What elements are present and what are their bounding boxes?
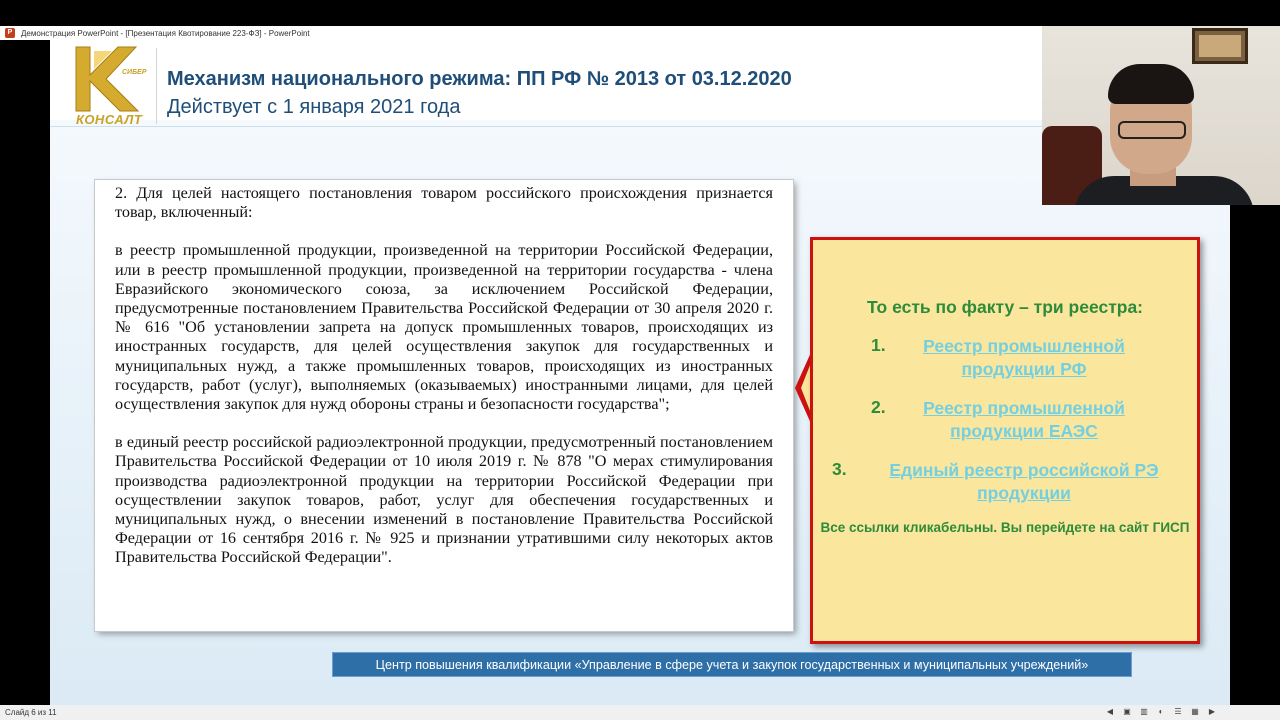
logo-subtext: СИБЕР — [122, 69, 147, 76]
next-icon[interactable]: ▶ — [1208, 707, 1216, 716]
registry-link-re[interactable]: Единый реестр российской РЭ продукции — [889, 460, 1159, 503]
consult-logo — [72, 45, 148, 127]
reading-view-icon[interactable]: ▥ — [1140, 707, 1148, 716]
logo-text: КОНСАЛТ — [76, 112, 143, 127]
slide-title: Механизм национального режима: ПП РФ № 2013 от 03.12.2020 — [167, 68, 792, 90]
registry-item — [871, 397, 1144, 443]
registry-link-eaeu[interactable]: Реестр промышленной продукции ЕАЭС — [923, 398, 1125, 441]
registry-number: 1. — [871, 335, 886, 355]
doc-paragraph: в единый реестр российской радиоэлектронной продукции, предусмотренный постановлением Правительства Российской Федерации от 10 июля 2019 г. № 878 "О мерах стимулирования производства радиоэлектронной продукции на территории Российской Федерации при осуществлении закупок товаров, работ, услуг для обеспечения государственных и муниципальных нужд, о внесении изменений в постановление Правительства Российской Федерации от 16 сентября 2016 г. № 925 и признании утратившими силу некоторых актов Правительства Российской Федерации". — [115, 433, 773, 567]
logo-divider — [156, 48, 157, 124]
wall-picture — [1192, 28, 1248, 64]
registry-number: 2. — [871, 397, 886, 417]
footer-banner: Центр повышения квалификации «Управление в сфере учета и закупок государственных и муниципальных учреждений» — [332, 652, 1132, 677]
registry-item — [871, 335, 1144, 381]
registry-item — [832, 459, 1183, 505]
window-title: Демонстрация PowerPoint - [Презентация Квотирование 223-ФЗ] - PowerPoint — [21, 28, 310, 38]
logo-k-mark-icon — [72, 45, 148, 113]
registry-link-rf[interactable]: Реестр промышленной продукции РФ — [923, 336, 1125, 379]
presenter-glasses — [1118, 121, 1186, 139]
slideshow-icon[interactable]: ◐ — [1158, 707, 1164, 716]
slide-counter: Слайд 6 из 11 — [5, 708, 57, 717]
prev-icon[interactable]: ◀ — [1106, 707, 1114, 716]
powerpoint-icon: P — [5, 28, 15, 38]
menu-icon[interactable]: ☰ — [1174, 707, 1182, 716]
presenter-webcam — [1042, 26, 1280, 205]
zoom-icon[interactable]: ▦ — [1191, 707, 1199, 716]
slide-subtitle: Действует с 1 января 2021 года — [167, 96, 461, 118]
callout-box — [810, 237, 1200, 644]
callout-title: То есть по факту – три реестра: — [866, 297, 1144, 317]
doc-paragraph: 2. Для целей настоящего постановления товаром российского происхождения признается товар, включенный: — [115, 184, 773, 222]
callout-note: Все ссылки кликабельны. Вы перейдете на сайт ГИСП — [820, 520, 1190, 535]
presenter-hair — [1108, 64, 1194, 104]
normal-view-icon[interactable]: ▣ — [1123, 707, 1131, 716]
status-bar — [0, 705, 1280, 720]
slideshow-controls — [1105, 707, 1217, 717]
registry-number: 3. — [832, 459, 847, 479]
document-excerpt — [95, 180, 793, 631]
doc-paragraph: в реестр промышленной продукции, произведенной на территории Российской Федерации, или в реестр промышленной продукции, произведенной на территории государства - члена Евразийского экономического союза, за исключением Российской Федерации, предусмотренные постановлением Правительства Российской Федерации от 30 апреля 2020 г. № 616 "Об установлении запрета на допуск промышленных товаров, происходящих из иностранных государств, для целей осуществления закупок для государственных и муниципальных нужд, а также промышленных товаров, происходящих из иностранных государств, работ (услуг), выполняемых (оказываемых) иностранными лицами, для целей осуществления закупок для нужд обороны страны и безопасности государства"; — [115, 241, 773, 414]
